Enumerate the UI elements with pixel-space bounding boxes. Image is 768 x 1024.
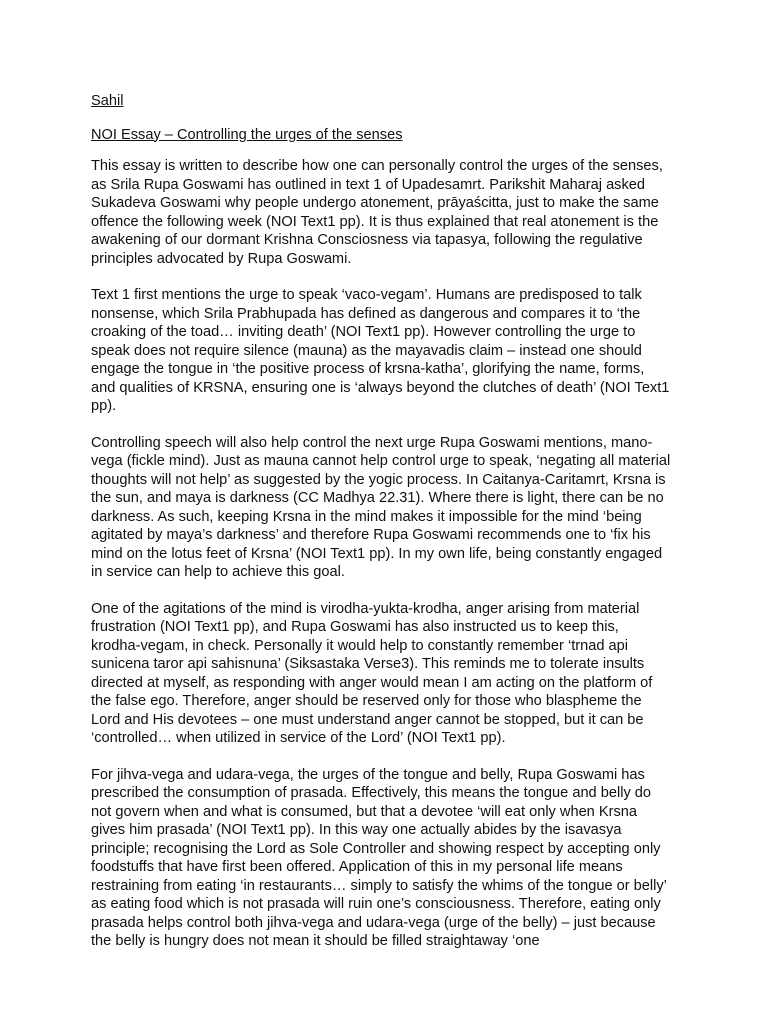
paragraph-speech-urge: Text 1 first mentions the urge to speak ‘vaco-vegam’. Humans are predisposed to talk nonsense, which Srila Prabhupada has defined as dangerous and compares it to ‘the croaking of the toad… inviting death’ (NOI Text1 pp). However controlling the urge to speak does not require silence (mauna) as the mayavadis claim – instead one should engage the tongue in ‘the positive process of krsna-katha’, glorifying the name, forms, and qualities of KRSNA, ensuring one is ‘always beyond the clutches of death’ (NOI Text1 pp). [91, 287, 670, 414]
document-page [91, 92, 671, 951]
paragraph-mind-urge: Controlling speech will also help control the next urge Rupa Goswami mentions, mano-vega (fickle mind). Just as mauna cannot help control urge to speak, ‘negating all material thoughts will not help’ as suggested by the yogic process. In Caitanya-Caritamrt, Krsna is the sun, and maya is darkness (CC Madhya 22.31). Where there is light, there can be no darkness. As such, keeping Krsna in the mind makes it impossible for the mind ‘being agitated by maya’s darkness’ and therefore Rupa Goswami recommends one to ‘fix his mind on the lotus feet of Krsna’ (NOI Text1 pp). In my own life, being constantly engaged in service can help to achieve this goal. [91, 434, 671, 580]
author-name: Sahil [91, 93, 124, 109]
paragraph-anger-urge: One of the agitations of the mind is virodha-yukta-krodha, anger arising from material frustration (NOI Text1 pp), and Rupa Goswami has also instructed us to keep this, krodha-vegam, in check. Personally it would help to constantly remember ‘trnad api sunicena taror api sahisnuna’ (Siksastaka Verse3). This reminds me to tolerate insults directed at myself, as responding with anger would mean I am acting on the platform of the false ego. Therefore, anger should be reserved only for those who blaspheme the Lord and His devotees – one must understand anger cannot be stopped, but it can be ‘controlled… when utilized in service of the Lord’ (NOI Text1 pp). [91, 600, 653, 746]
paragraph-intro: This essay is written to describe how one can personally control the urges of the senses, as Srila Rupa Goswami has outlined in text 1 of Upadesamrt. Parikshit Maharaj asked Sukadeva Goswami why people undergo atonement, prāyaścitta, just to make the same offence the following week (NOI Text1 pp). It is thus explained that real atonement is the awakening of our dormant Krishna Consciosness via tapasya, following the regulative principles advocated by Rupa Goswami. [91, 158, 663, 267]
essay-title: NOI Essay – Controlling the urges of the senses [91, 126, 403, 143]
paragraph-tongue-belly-urge: For jihva-vega and udara-vega, the urges of the tongue and belly, Rupa Goswami has prescribed the consumption of prasada. Effectively, this means the tongue and belly do not govern when and what is consumed, but that a devotee ‘will eat only when Krsna gives him prasada’ (NOI Text1 pp). In this way one actually abides by the isavasya principle; recognising the Lord as Sole Controller and showing respect by accepting only foodstuffs that have first been offered. Application of this in my personal life means restraining from eating ‘in restaurants… simply to satisfy the whims of the tongue or belly’ as eating food which is not prasada will ruin one’s consciousness. Therefore, eating only prasada helps control both jihva-vega and udara-vega (urge of the belly) – just because the belly is hungry does not mean it should be filled straightaway ‘one [91, 766, 667, 949]
